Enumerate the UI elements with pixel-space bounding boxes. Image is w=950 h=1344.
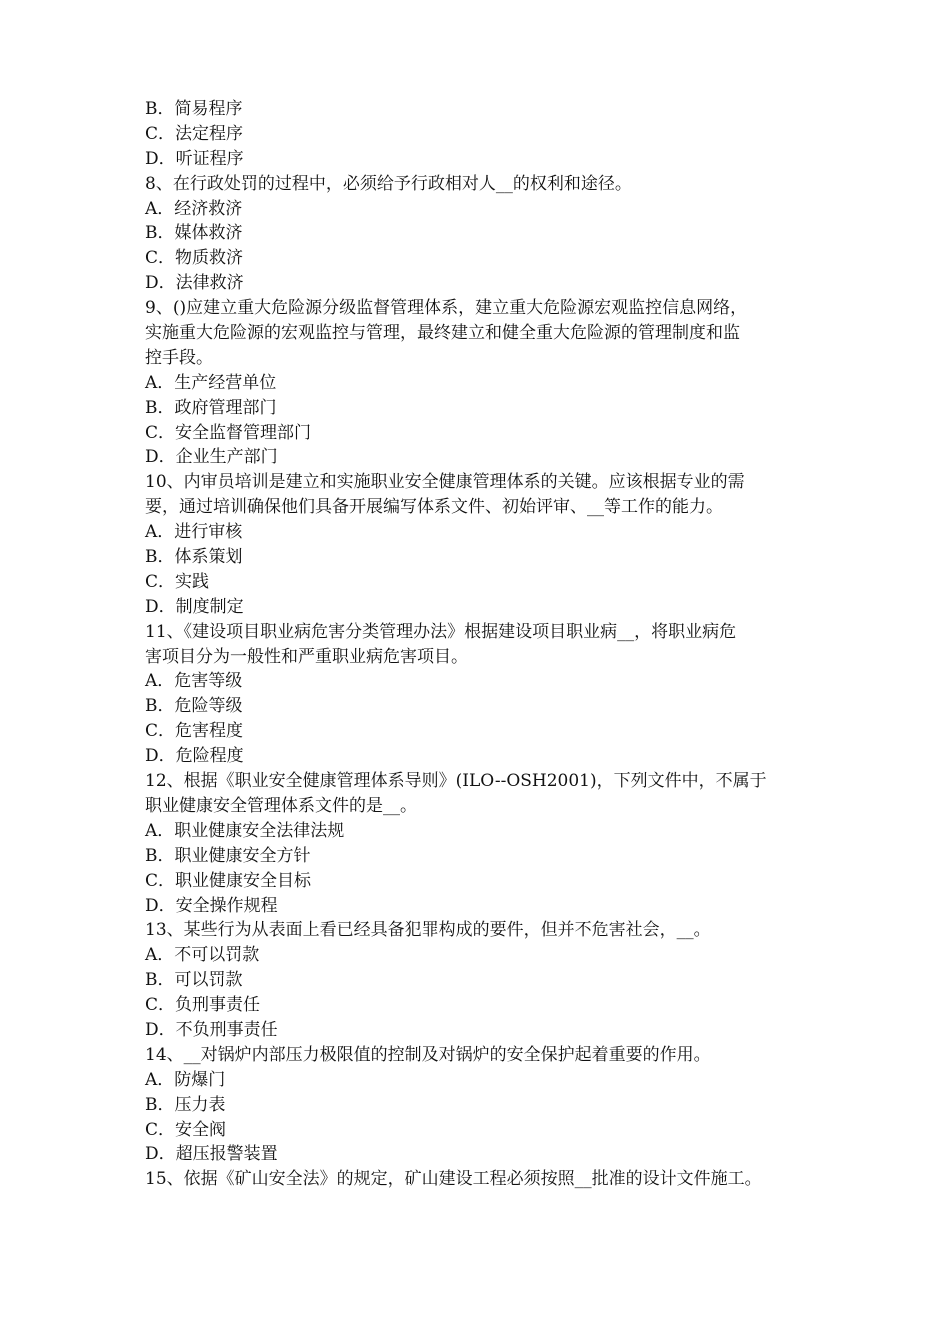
question-9-continued: 实施重大危险源的宏观监控与管理，最终建立和健全重大危险源的管理制度和监: [145, 323, 740, 344]
option-line: D．危险程度: [145, 746, 244, 767]
option-line: A．危害等级: [145, 671, 243, 692]
option-line: C．实践: [145, 571, 210, 592]
question-10-continued: 要，通过培训确保他们具备开展编写体系文件、初始评审、__等工作的能力。: [145, 497, 723, 518]
option-line: A．防爆门: [145, 1069, 226, 1090]
option-line: C．法定程序: [145, 123, 244, 144]
option-line: D．安全操作规程: [145, 895, 278, 916]
question-9-continued: 控手段。: [145, 347, 213, 368]
question-8: 8、在行政处罚的过程中，必须给予行政相对人__的权利和途径。: [145, 173, 632, 194]
question-10: 10、内审员培训是建立和实施职业安全健康管理体系的关键。应该根据专业的需: [145, 472, 745, 493]
option-line: B．简易程序: [145, 99, 243, 119]
option-line: B．媒体救济: [145, 223, 243, 244]
option-line: D．听证程序: [145, 148, 244, 169]
option-line: B．职业健康安全方针: [145, 845, 311, 866]
option-line: A．生产经营单位: [145, 372, 277, 393]
question-14: 14、__对锅炉内部压力极限值的控制及对锅炉的安全保护起着重要的作用。: [145, 1044, 711, 1065]
option-line: B．危险等级: [145, 696, 243, 717]
option-line: A．职业健康安全法律法规: [145, 820, 345, 841]
document-body: [145, 97, 810, 1192]
option-line: B．政府管理部门: [145, 397, 277, 418]
question-9: 9、()应建立重大危险源分级监督管理体系，建立重大危险源宏观监控信息网络，: [145, 298, 748, 319]
option-line: D．超压报警装置: [145, 1144, 278, 1165]
option-line: D．不负刑事责任: [145, 1019, 278, 1040]
option-line: A．经济救济: [145, 198, 243, 219]
option-line: D．制度制定: [145, 596, 244, 617]
option-line: D．法律救济: [145, 273, 244, 294]
question-11: 11、《建设项目职业病危害分类管理办法》根据建设项目职业病__，将职业病危: [145, 621, 737, 642]
question-15: 15、依据《矿山安全法》的规定，矿山建设工程必须按照__批准的设计文件施工。: [145, 1169, 762, 1190]
option-line: A．进行审核: [145, 522, 243, 543]
option-line: C．负刑事责任: [145, 995, 261, 1016]
option-line: C．安全监督管理部门: [145, 422, 312, 443]
option-line: C．危害程度: [145, 721, 244, 742]
option-line: B．压力表: [145, 1094, 226, 1115]
question-12: 12、根据《职业安全健康管理体系导则》(ILO--OSH2001)，下列文件中，不属于: [145, 771, 767, 792]
option-line: C．职业健康安全目标: [145, 870, 312, 891]
question-12-continued: 职业健康安全管理体系文件的是__。: [145, 795, 417, 816]
question-11-continued: 害项目分为一般性和严重职业病危害项目。: [145, 646, 468, 667]
option-line: B．体系策划: [145, 547, 243, 568]
option-line: C．物质救济: [145, 248, 244, 269]
option-line: A．不可以罚款: [145, 945, 260, 966]
option-line: D．企业生产部门: [145, 447, 278, 468]
option-line: B．可以罚款: [145, 970, 243, 991]
question-13: 13、某些行为从表面上看已经具备犯罪构成的要件，但并不危害社会，__。: [145, 920, 711, 941]
option-line: C．安全阀: [145, 1119, 227, 1140]
